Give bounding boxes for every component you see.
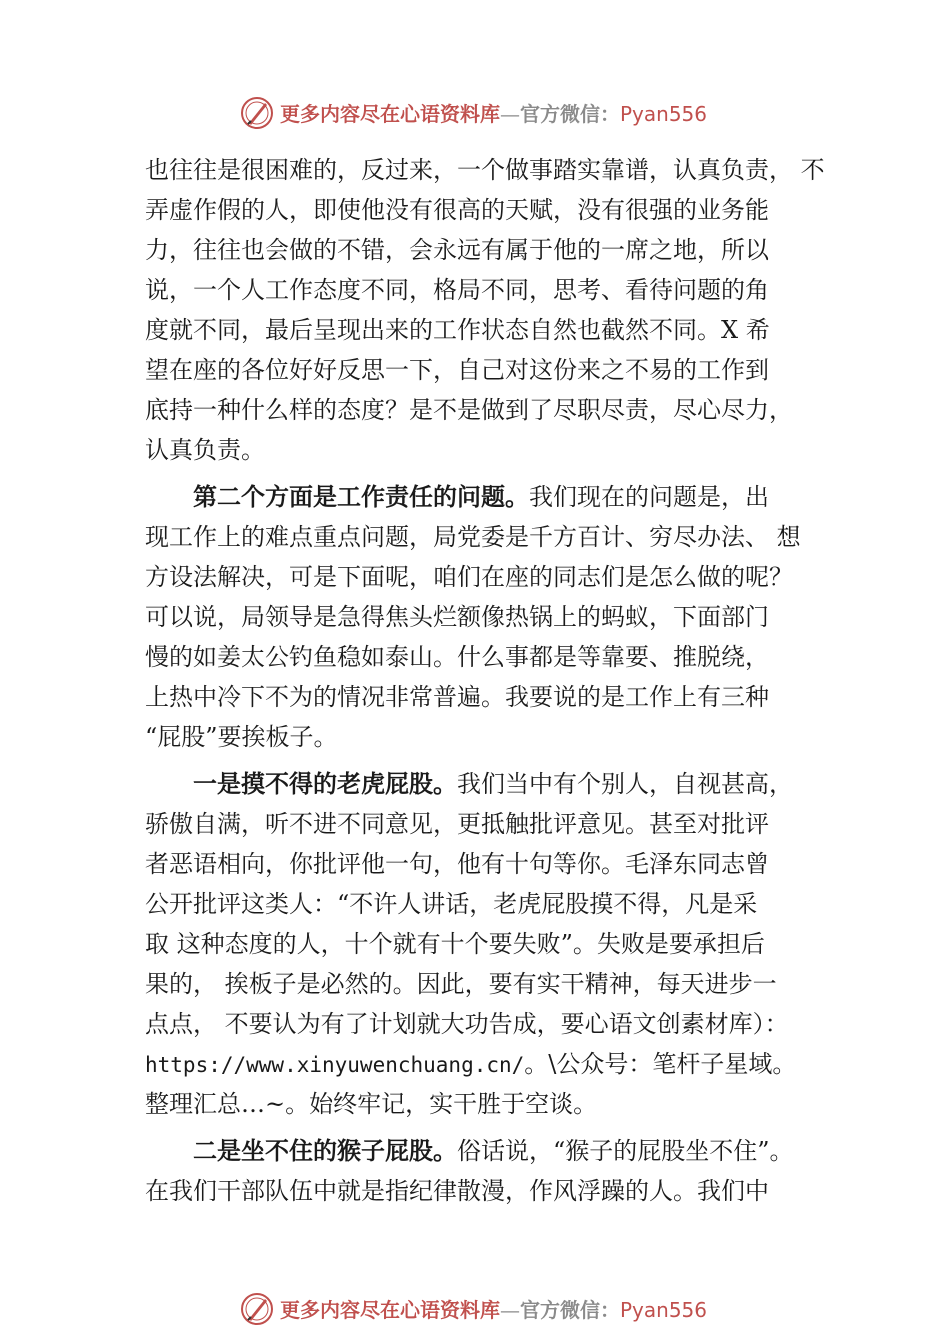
text-line: 整理汇总…~。始终牢记，实干胜于空谈。 <box>145 1090 598 1118</box>
header-banner <box>0 92 950 136</box>
text-line: 慢的如姜太公钓鱼稳如泰山。什么事都是等靠要、推脱绕， <box>145 643 769 671</box>
text-run: 我们现在的问题是，出 <box>529 483 769 511</box>
footer-banner <box>0 1288 950 1332</box>
text-line <box>145 764 835 804</box>
paragraph-4 <box>145 1131 835 1211</box>
website-url[interactable]: https://www.xinyuwenchuang.cn/ <box>145 1053 525 1077</box>
banner-dash: — <box>500 102 520 126</box>
text-run: 我们当中有个别人，自视甚高， <box>457 770 793 798</box>
text-line <box>145 477 835 517</box>
text-line: 现工作上的难点重点问题，局党委是千方百计、穷尽办法、 想 <box>145 523 801 551</box>
paragraph-2 <box>145 477 835 757</box>
banner-wechat-label: 官方微信： <box>520 1298 620 1322</box>
banner-wechat-id: Pyan556 <box>620 102 708 126</box>
text-line: 度就不同，最后呈现出来的工作状态自然也截然不同。X 希 <box>145 316 770 344</box>
text-line: 可以说，局领导是急得焦头烂额像热锅上的蚂蚁，下面部门 <box>145 603 769 631</box>
text-run: 。\公众号：笔杆子星域。 <box>524 1050 797 1078</box>
banner-main-text: 更多内容尽在心语资料库 <box>280 102 500 126</box>
text-line: 说，一个人工作态度不同，格局不同，思考、看待问题的角 <box>145 276 769 304</box>
section-heading: 一是摸不得的老虎屁股。 <box>193 770 457 798</box>
pen-feather-icon <box>240 1292 274 1326</box>
pen-feather-icon <box>240 96 274 130</box>
text-line: 在我们干部队伍中就是指纪律散漫，作风浮躁的人。我们中 <box>145 1177 769 1205</box>
text-line: 果的， 挨板子是必然的。因此，要有实干精神，每天进步一 <box>145 970 777 998</box>
text-line: 公开批评这类人：“不许人讲话，老虎屁股摸不得，凡是采 <box>145 890 758 918</box>
text-line: 认真负责。 <box>145 436 265 464</box>
text-line: 望在座的各位好好反思一下，自己对这份来之不易的工作到 <box>145 356 769 384</box>
text-line <box>145 1131 835 1171</box>
text-line: 点点， 不要认为有了计划就大功告成，要心语文创素材库）： <box>145 1010 789 1038</box>
section-heading: 二是坐不住的猴子屁股。 <box>193 1137 457 1165</box>
text-line: 底持一种什么样的态度？是不是做到了尽职尽责，尽心尽力， <box>145 396 793 424</box>
text-run: 俗话说，“猴子的屁股坐不住”。 <box>457 1137 794 1165</box>
text-line: 力，往往也会做的不错，会永远有属于他的一席之地，所以 <box>145 236 769 264</box>
banner-wechat-id: Pyan556 <box>620 1298 708 1322</box>
text-line: 方设法解决，可是下面呢，咱们在座的同志们是怎么做的呢？ <box>145 563 793 591</box>
text-line: 取 这种态度的人，十个就有十个要失败”。失败是要承担后 <box>145 930 765 958</box>
paragraph-1 <box>145 150 835 470</box>
text-line: 骄傲自满，听不进不同意见，更抵触批评意见。甚至对批评 <box>145 810 769 838</box>
banner-text <box>280 1296 707 1324</box>
text-line <box>145 1044 835 1084</box>
banner-text <box>280 100 707 128</box>
section-heading: 第二个方面是工作责任的问题。 <box>193 483 529 511</box>
text-line: 也往往是很困难的，反过来，一个做事踏实靠谱，认真负责， 不 <box>145 156 825 184</box>
banner-wechat-label: 官方微信： <box>520 102 620 126</box>
banner-dash: — <box>500 1298 520 1322</box>
text-line: 者恶语相向，你批评他一句，他有十句等你。毛泽东同志曾 <box>145 850 769 878</box>
document-body <box>145 150 835 1211</box>
banner-main-text: 更多内容尽在心语资料库 <box>280 1298 500 1322</box>
text-line: 弄虚作假的人，即使他没有很高的天赋，没有很强的业务能 <box>145 196 769 224</box>
text-line: 上热中冷下不为的情况非常普遍。我要说的是工作上有三种 <box>145 683 769 711</box>
paragraph-3 <box>145 764 835 1124</box>
text-line: “屁股”要挨板子。 <box>145 723 338 751</box>
